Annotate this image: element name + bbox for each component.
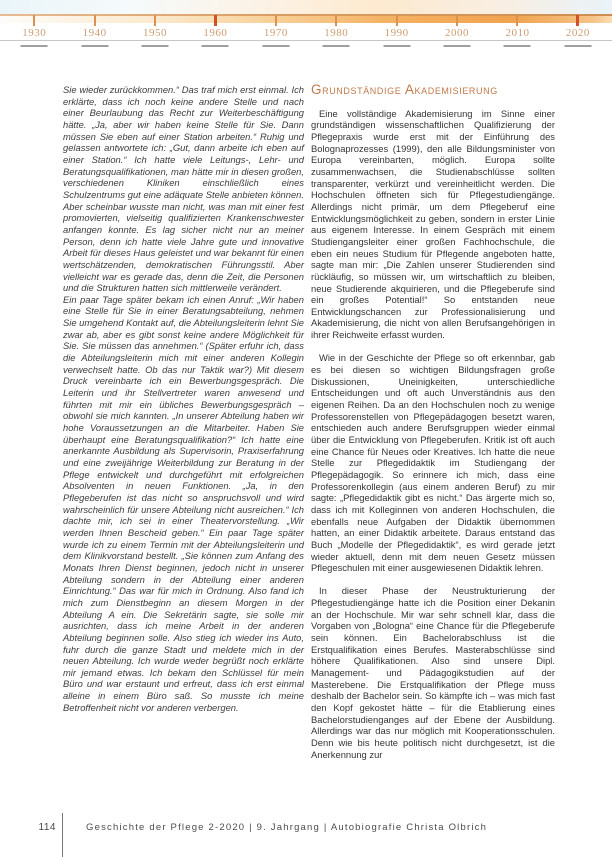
tick-icon (33, 15, 35, 26)
timeline-decades (4, 14, 608, 50)
body-paragraph: Eine vollständige Akademisierung im Sinne einer grundständigen wissenschaftlichen Qualifizierung der Pflegepraxis wurde erst mit der Einführung des Bolognaprozesses (1999), den alle Bildungsminister von Europa vereinbarten, möglich. Europa sollte zusammenwachsen, die Studienabschlüsse sollten transparenter, verkürzt und vereinheitlicht werden. Die Hochschulen öffneten sich für Pflegestudiengänge. Allerdings nicht primär, um dem Pflegeberuf eine Entwicklungsmöglichkeit zu geben, sondern in erster Linie aus eigenem Interesse. In einem Gespräch mit einem Studiengangsleiter einer großen Fachhochschule, die eben ein neues Studium für Pflegende angeboten hatte, sagte man mir: „Die Zahlen unserer Studierenden sind rückläufig, so müssen wir, um wirtschaftlich zu bleiben, neue Studierende akquirieren, und die Pflegeberufe sind ein großes Potential!“ So entstanden neue Entwicklungschancen zur Professionalisierung und Akademisierung, die nicht von allen Berufsangehörigen in ihrer Reichweite erfasst wurden. (311, 107, 555, 341)
right-text-column (311, 84, 555, 760)
timeline-bottom-rule (0, 40, 612, 41)
tick-icon (94, 15, 96, 26)
journal-footer-line: Geschichte der Pflege 2-2020 | 9. Jahrgang | Autobiografie Christa Olbrich (86, 822, 488, 833)
timeline-underline-segment (383, 45, 410, 47)
timeline-decade-2020-highlighted (548, 14, 608, 50)
timeline-year-label: 2020 (565, 27, 590, 39)
timeline-decade-1970 (246, 14, 306, 50)
timeline-underline-segment (504, 45, 531, 47)
section-heading: Grundständige Akademisierung (311, 82, 498, 97)
highlight-tick-icon (214, 15, 217, 26)
timeline-year-label: 2000 (445, 27, 470, 39)
timeline-underline-segment (142, 45, 169, 47)
footer-divider (62, 813, 63, 857)
timeline-decade-1950 (125, 14, 185, 50)
timeline-underline-segment (444, 45, 471, 47)
tick-icon (335, 15, 337, 26)
highlight-tick-icon (576, 15, 579, 26)
timeline-year-label: 1970 (263, 27, 288, 39)
narrative-paragraph: Sie wieder zurückkommen.“ Das traf mich erst einmal. Ich erklärte, dass ich noch keine andere Stelle und nach einer Beurlaubung das Recht zur Weiterbeschäftigung hätte. „Ja, aber wir haben keine Stelle für Sie. Dann müssen Sie eben auf einer Station arbeiten.“ Ruhig und gelassen antwortete ich: „Gut, dann arbeite ich eben auf einer Station.“ Ich hatte viele Leitungs-, Lehr- und Beratungsqualifikationen, man hätte mir in diesen großen, verschiedenen Kliniken einschließlich eines Schulzentrums gut eine adäquate Stelle anbieten können. Aber scheinbar wusste man nicht, was man mit einer fest promovierten, vielseitig qualifizierten Krankenschwester anfangen konnte. Es lag sicher nicht nur an meiner Person, denn ich hatte viele Jahre gute und innovative Arbeit für dieses Haus geleistet und war bekannt für einen wertschätzenden, demokratischen Führungsstil. Aber vielleicht war es gerade das, denn die Zeit, die Personen und die Strukturen hatten sich mittlerweile verändert. (63, 84, 304, 294)
tick-icon (396, 15, 398, 26)
body-paragraph: In dieser Phase der Neustrukturierung der Pflegestudiengänge hatte ich die Position einer Dekanin an der Hochschule. Mir war sehr schnell klar, dass die Vorgaben von „Bologna“ eine Chance für die Pflegeberufe sein können. Ein Bachelorabschluss ist die Erstqualifikation eines Berufes. Masterabschlüsse sind höhere Qualifikationen. Also sind unsere Dipl. Management- und Pädagogikstudien auf der Masterebene. Die Erstqualifikation der Pflege muss deshalb der Bachelor sein. So kämpfte ich – was mich fast den Kopf gekostet hätte – für die Etablierung eines Bachelorstudienganges auf der Ebene der Ausbildung. Allerdings war das nur möglich mit Kooperationsschulen. Denn wie bis heute politisch nicht durchgesetzt, ist die Anerkennung zur (311, 585, 555, 760)
timeline-year-label: 1950 (143, 27, 168, 39)
timeline-year-label: 1940 (82, 27, 107, 39)
timeline-year-label: 1960 (203, 27, 228, 39)
tick-icon (456, 15, 458, 26)
timeline-underline-segment (81, 45, 108, 47)
timeline-underline-segment (323, 45, 350, 47)
timeline-decade-2010 (487, 14, 547, 50)
timeline-underline-segment (262, 45, 289, 47)
left-text-column (63, 84, 304, 713)
timeline-year-label: 1990 (384, 27, 409, 39)
timeline-underline-segment (21, 45, 48, 47)
body-paragraph: Wie in der Geschichte der Pflege so oft erkennbar, gab es bei diesen so wichtigen Bildungsfragen große Diskussionen, Uneinigkeiten, unterschiedliche Entscheidungen und oft auch Unverständnis aus den eigenen Reihen. Da an den Hochschulen noch zu wenige Professorenstellen von Pflegepädagogen besetzt waren, entschieden auch andere Berufsgruppen wieder einmal über die Entwicklung von Pflegeberufen. Kritik ist oft auch eine Chance für Neues oder Kreatives. Ich hatte die neue Stelle zur Pflegedidaktik im Studiengang der Pflegepädagogik. So erinnere ich mich, dass eine Professorenkollegin (aus einem anderen Beruf) zu mir sagte: „Pflegedidaktik gibt es nicht.“ Das ärgerte mich so, dass ich mit Kolleginnen von anderen Hochschulen, die ebenfalls neue Aufgaben der Didaktik übernommen hatten, an einer Didaktik arbeitete. Daraus entstand das Buch „Modelle der Pflegedidaktik“, es wird gerade jetzt wieder aktuell, denn mit dem neuen Gesetz müssen Pflegeschulen mit einer ausgewiesenen Didaktik lehren. (311, 352, 555, 574)
timeline-year-label: 1980 (324, 27, 349, 39)
timeline-year-label: 2010 (505, 27, 530, 39)
timeline-decade-1990 (366, 14, 426, 50)
timeline-decade-2000 (427, 14, 487, 50)
timeline-decade-1930 (4, 14, 64, 50)
narrative-paragraph: Ein paar Tage später bekam ich einen Anruf: „Wir haben eine Stelle für Sie in einer Beratungsabteilung, nehmen Sie umgehend Kontakt auf, die Abteilungsleiterin lehnt Sie zwar ab, aber es gibt sonst keine andere Möglichkeit für Sie. Sie müssen das annehmen.“ (Später erfuhr ich, dass die Abteilungsleiterin mich mit einer anderen Kollegin verwechselt hatte. Ob das nur Taktik war?) Mit diesem Druck vereinbarte ich ein Bewerbungsgespräch. Die Leiterin und ihr Stellvertreter waren anwesend und führten mit mir ein übliches Bewerbungsgespräch – obwohl sie mich kannten. „In unserer Abteilung haben wir hohe Voraussetzungen an die Mitarbeiter. Haben Sie überhaupt eine Beratungsqualifikation?“ Ich hatte eine anerkannte Ausbildung als Supervisorin, Praxiserfahrung und eine zweijährige Weiterbildung zur Beratung in der Pflege entwickelt und durchgeführt mit erfolgreichen Absolventen in neuen Funktionen. „Ja, in den Pflegeberufen ist das nicht so anspruchsvoll und wird wahrscheinlich für unsere Abteilung nicht ausreichen.“ Ich dachte mir, ich sei in einer Theatervorstellung. „Wir werden Ihnen Bescheid geben.“ Ein paar Tage später wurde ich zu einem Termin mit der Abteilungsleiterin und dem Klinikvorstand bestellt. „Sie können zum Anfang des Monats Ihren Dienst beginnen, jedoch nicht in unserer Abteilung sondern in der Abteilung einer anderen Einrichtung.“ Das war für mich in Ordnung. Also fand ich mich zum Dienstbeginn an diesem Morgen in der Abteilung A ein. Die Sekretärin sagte, sie solle mir ausrichten, dass ich meine Arbeit in der anderen Abteilung beginnen solle. Also stieg ich wieder ins Auto, fuhr durch die ganze Stadt und meldete mich in der neuen Abteilung. Ich wurde weder begrüßt noch erklärte mir jemand etwas. Ich bekam den Schlüssel für mein Büro und war erstaunt und erfreut, dass ich erst einmal alleine in einem Büro saß. So musste ich meine Betroffenheit nicht vor anderen verbergen. (63, 293, 304, 713)
decade-timeline (0, 0, 612, 50)
tick-icon (516, 15, 518, 26)
tick-icon (275, 15, 277, 26)
timeline-year-label: 1930 (22, 27, 47, 39)
timeline-decade-1940 (64, 14, 124, 50)
timeline-underline-segment (202, 45, 229, 47)
timeline-decade-1960-highlighted (185, 14, 245, 50)
timeline-decade-1980 (306, 14, 366, 50)
tick-icon (154, 15, 156, 26)
page-number: 114 (38, 822, 56, 833)
timeline-sky-gradient (0, 0, 612, 14)
timeline-underline-segment (564, 45, 591, 47)
